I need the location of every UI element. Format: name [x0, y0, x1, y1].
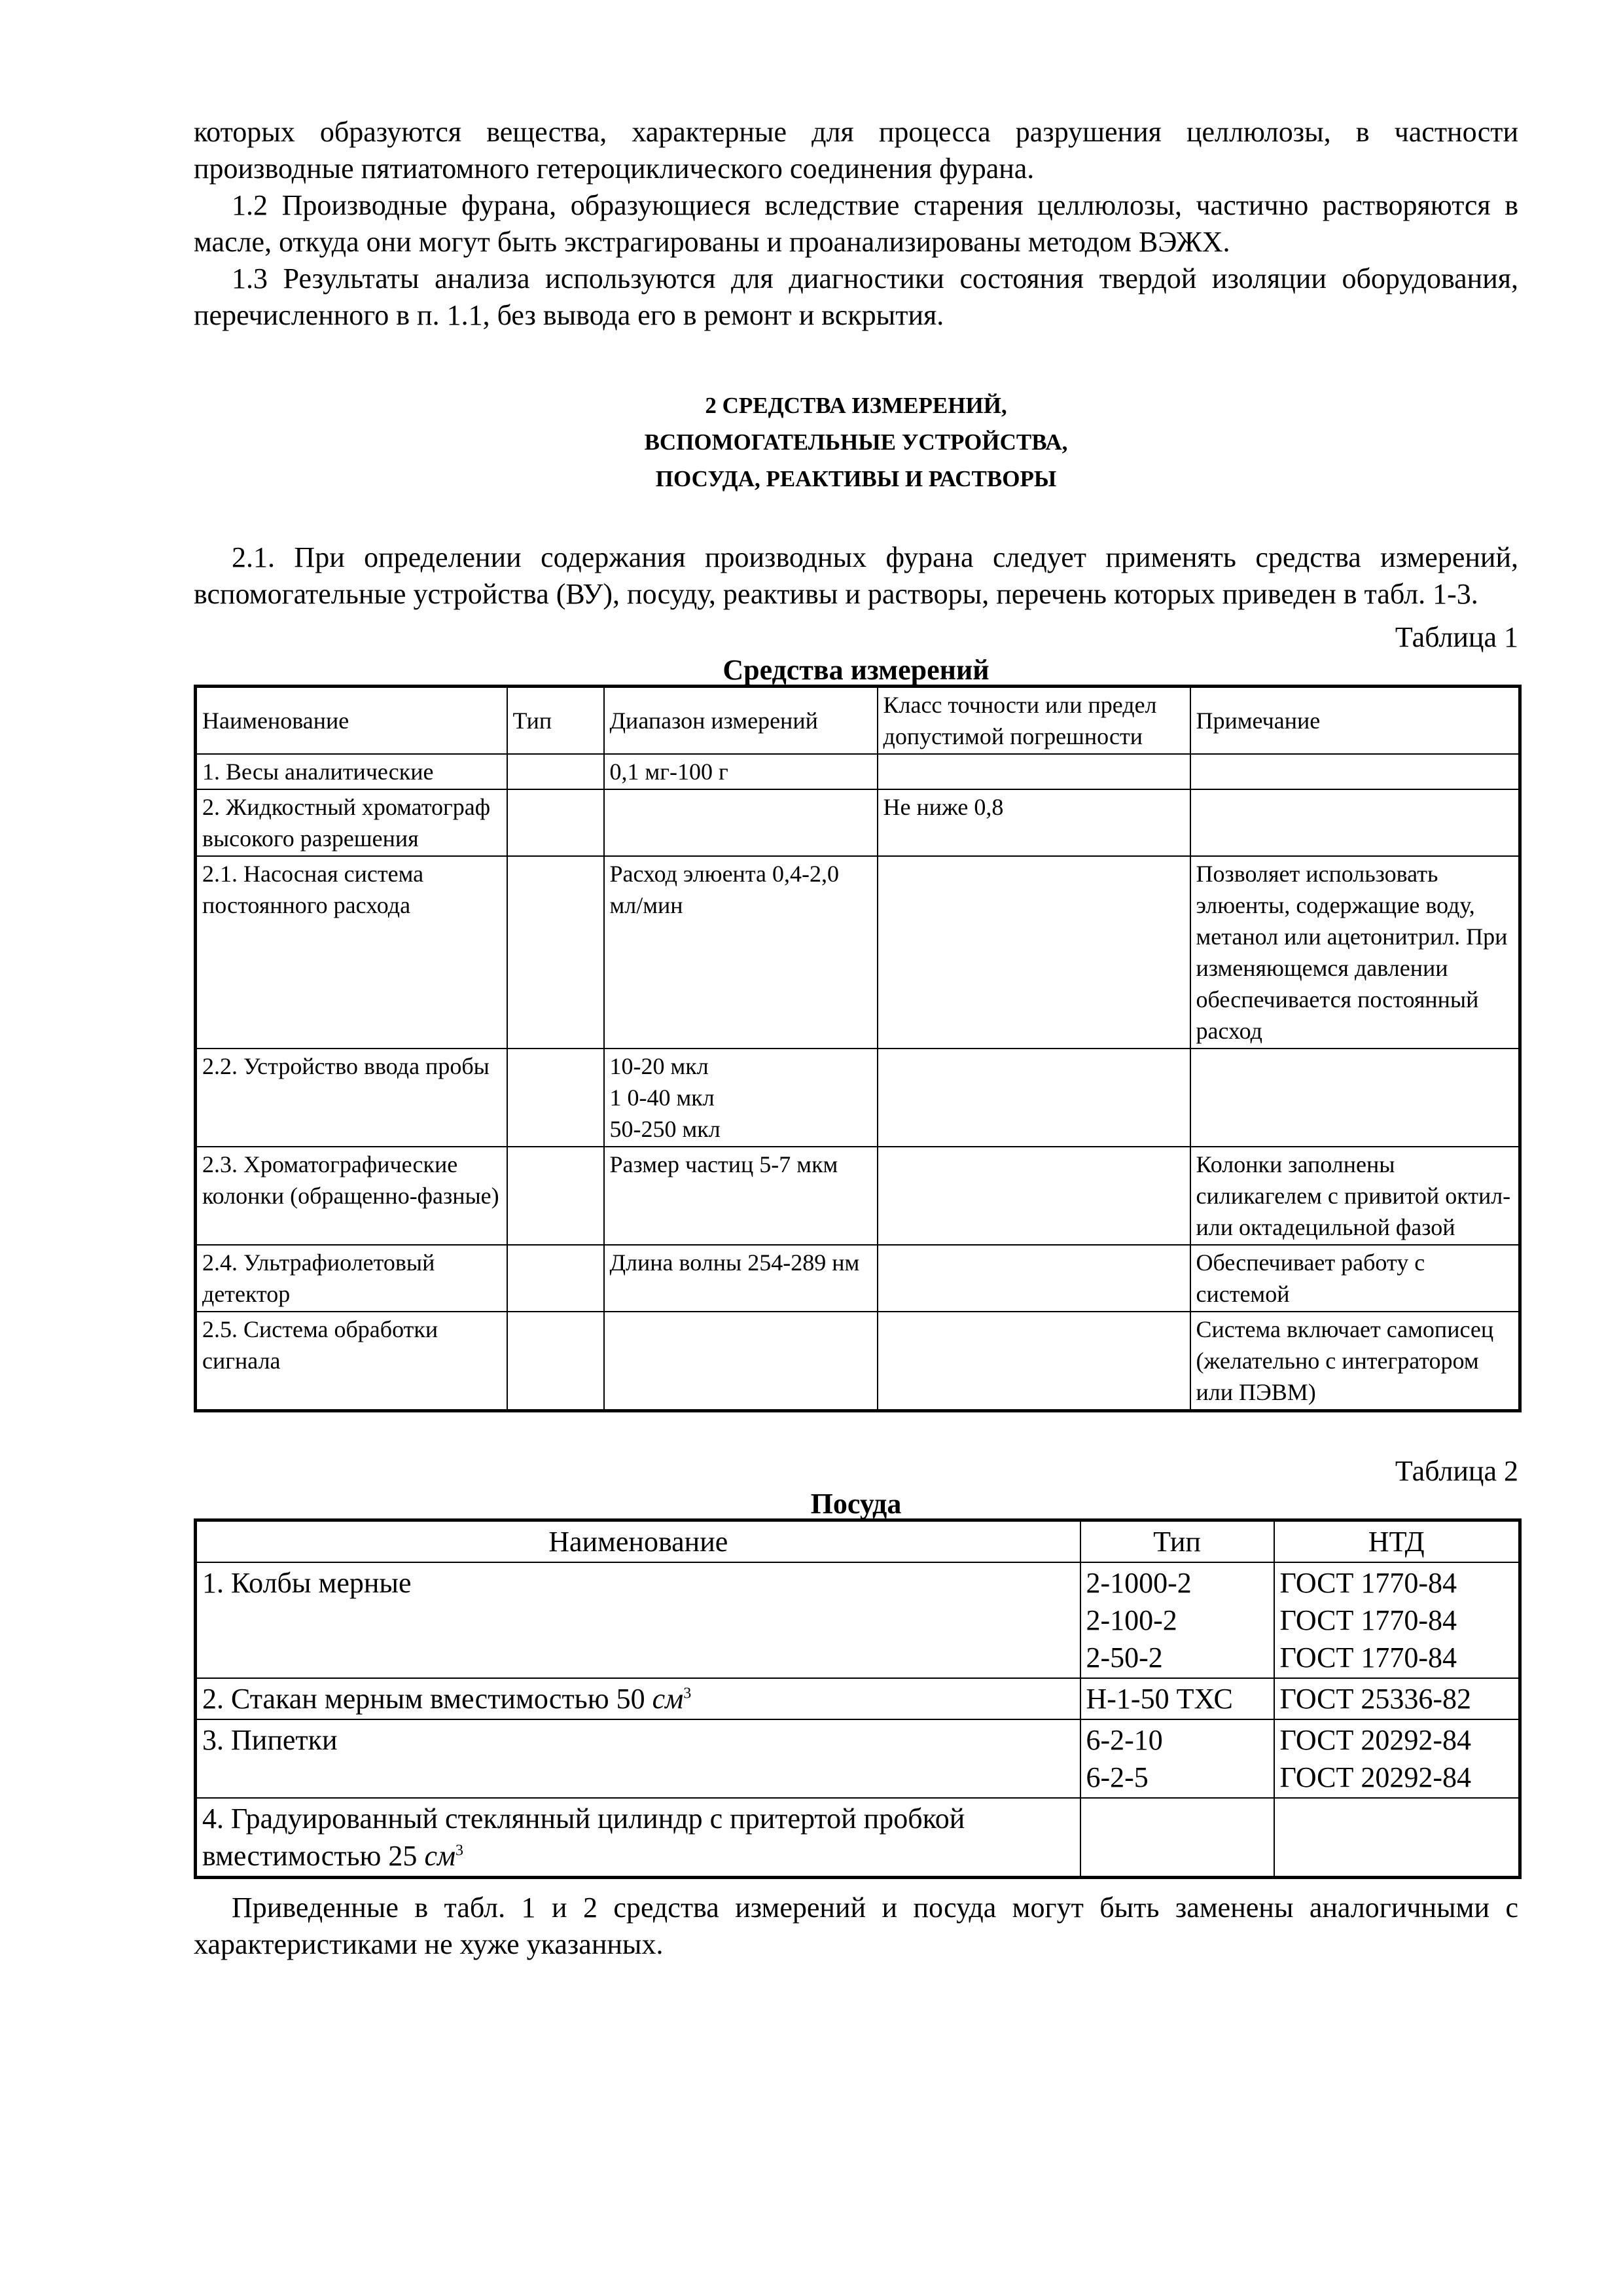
cell-name: 2.3. Хроматографические колонки (обращенно-фазные) [196, 1147, 507, 1245]
cell-name: 2.2. Устройство ввода пробы [196, 1049, 507, 1147]
paragraph-intro-continuation: которых образуются вещества, характерные для процесса разрушения целлюлозы, в частности производные пятиатомного гетероциклического соединения фурана. [194, 116, 1518, 185]
cell-type [507, 856, 604, 1049]
section-heading-line: ПОСУДА, РЕАКТИВЫ И РАСТВОРЫ [655, 466, 1057, 492]
table-row [196, 754, 1520, 789]
paragraph-1-2: 1.2 Производные фурана, образующиеся вследствие старения целлюлозы, частично растворяются в масле, откуда они могут быть экстрагированы и проанализированы методом ВЭЖХ. [194, 189, 1518, 258]
unit-cm: см [652, 1683, 684, 1715]
section-heading-line: ВСПОМОГАТЕЛЬНЫЕ УСТРОЙСТВА, [644, 429, 1068, 455]
cell-note [1190, 754, 1520, 789]
table-row [196, 856, 1520, 1049]
header-cell: Тип [507, 687, 604, 755]
cell-name: 2.1. Насосная система постоянного расхода [196, 856, 507, 1049]
cell-type: 2-1000-2 2-100-2 2-50-2 [1080, 1562, 1274, 1678]
cell-range: Длина волны 254-289 нм [604, 1245, 878, 1312]
cell-type [507, 1245, 604, 1312]
header-cell: НТД [1274, 1520, 1520, 1563]
cell-ntd [1274, 1798, 1520, 1878]
unit-cm: см [424, 1840, 456, 1872]
header-cell: Диапазон измерений [604, 687, 878, 755]
cell-note: Система включает самописец (желательно с интегратором или ПЭВМ) [1190, 1312, 1520, 1411]
cell-range: 10-20 мкл 1 0-40 мкл 50-250 мкл [604, 1049, 878, 1147]
table-row [196, 789, 1520, 856]
cell-note: Обеспечивает работу с системой [1190, 1245, 1520, 1312]
measuring-instruments-table [194, 685, 1522, 1412]
cell-type [507, 789, 604, 856]
table1-caption: Таблица 1 [1395, 621, 1518, 653]
cell-range: Расход элюента 0,4-2,0 мл/мин [604, 856, 878, 1049]
cell-ntd: ГОСТ 1770-84 ГОСТ 1770-84 ГОСТ 1770-84 [1274, 1562, 1520, 1678]
closing-paragraph: Приведенные в табл. 1 и 2 средства измерений и посуда могут быть заменены аналогичными с характеристиками не хуже указанных. [194, 1892, 1518, 1960]
table-row [196, 1678, 1520, 1719]
cell-name [196, 1798, 1080, 1878]
cell-name: 2. Жидкостный хроматограф высокого разрешения [196, 789, 507, 856]
table-row [196, 1245, 1520, 1312]
cell-range [604, 789, 878, 856]
cell-range: Размер частиц 5-7 мкм [604, 1147, 878, 1245]
table2-title: Посуда [810, 1488, 902, 1520]
cell-accuracy [878, 856, 1190, 1049]
cell-type [507, 754, 604, 789]
glassware-table [194, 1518, 1522, 1879]
cell-ntd: ГОСТ 25336-82 [1274, 1678, 1520, 1719]
item-name: 2. Стакан мерным вместимостью 50 [202, 1683, 652, 1715]
paragraph-2-1: 2.1. При определении содержания производных фурана следует применять средства измерений, вспомогательные устройства (ВУ), посуду, реактивы и растворы, перечень которых приведен в табл. 1-3. [194, 541, 1518, 610]
cell-range: 0,1 мг-100 г [604, 754, 878, 789]
cell-type: Н-1-50 ТХС [1080, 1678, 1274, 1719]
section-heading [194, 387, 1518, 497]
header-cell: Тип [1080, 1520, 1274, 1563]
item-name: 1. Колбы мерные [202, 1567, 412, 1599]
cell-name [196, 1719, 1080, 1798]
table-header-row [196, 687, 1520, 755]
cell-accuracy: Не ниже 0,8 [878, 789, 1190, 856]
cell-note: Колонки заполнены силикагелем с привитой октил- или октадецильной фазой [1190, 1147, 1520, 1245]
cell-accuracy [878, 1312, 1190, 1411]
header-cell: Наименование [196, 1520, 1080, 1563]
unit-superscript: 3 [455, 1842, 464, 1859]
cell-note [1190, 789, 1520, 856]
table-row [196, 1312, 1520, 1411]
header-cell: Наименование [196, 687, 507, 755]
unit-superscript: 3 [683, 1685, 692, 1702]
item-name: 3. Пипетки [202, 1724, 338, 1756]
table-header-row [196, 1520, 1520, 1563]
cell-type: 6-2-10 6-2-5 [1080, 1719, 1274, 1798]
table-row [196, 1562, 1520, 1678]
table-row [196, 1049, 1520, 1147]
item-name: 4. Градуированный стеклянный цилиндр с притертой пробкой вместимостью 25 [202, 1803, 965, 1872]
cell-accuracy [878, 1147, 1190, 1245]
cell-name: 2.5. Система обработки сигнала [196, 1312, 507, 1411]
table-row [196, 1719, 1520, 1798]
cell-accuracy [878, 754, 1190, 789]
cell-name: 1. Весы аналитические [196, 754, 507, 789]
cell-accuracy [878, 1049, 1190, 1147]
cell-type [507, 1147, 604, 1245]
cell-type [507, 1049, 604, 1147]
table2-caption: Таблица 2 [1395, 1455, 1518, 1487]
paragraph-1-3: 1.3 Результаты анализа используются для диагностики состояния твердой изоляции оборудования, перечисленного в п. 1.1, без вывода его в ремонт и вскрытия. [194, 262, 1518, 331]
cell-accuracy [878, 1245, 1190, 1312]
section-heading-line: 2 СРЕДСТВА ИЗМЕРЕНИЙ, [705, 393, 1007, 418]
cell-type [1080, 1798, 1274, 1878]
cell-name: 2.4. Ультрафиолетовый детектор [196, 1245, 507, 1312]
cell-note: Позволяет использовать элюенты, содержащие воду, метанол или ацетонитрил. При изменяющемся давлении обеспечивается постоянный расход [1190, 856, 1520, 1049]
header-cell: Класс точности или предел допустимой погрешности [878, 687, 1190, 755]
document-page [194, 114, 1518, 1963]
table1-title: Средства измерений [722, 654, 990, 686]
cell-name [196, 1678, 1080, 1719]
table-row [196, 1798, 1520, 1878]
cell-name [196, 1562, 1080, 1678]
cell-range [604, 1312, 878, 1411]
cell-note [1190, 1049, 1520, 1147]
table-row [196, 1147, 1520, 1245]
cell-ntd: ГОСТ 20292-84 ГОСТ 20292-84 [1274, 1719, 1520, 1798]
cell-type [507, 1312, 604, 1411]
header-cell: Примечание [1190, 687, 1520, 755]
